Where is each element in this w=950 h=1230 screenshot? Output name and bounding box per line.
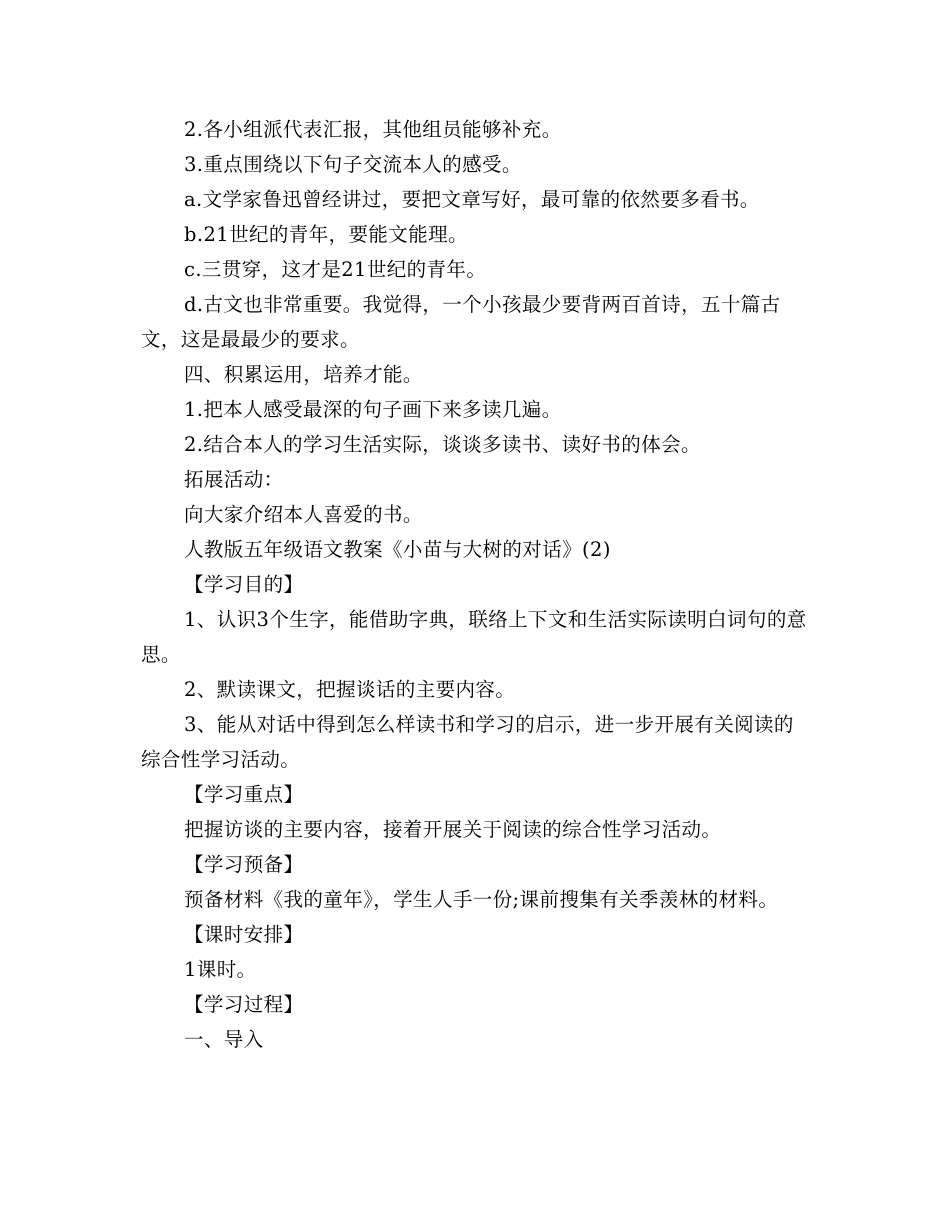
paragraph: b.21世纪的青年，要能文能理。 — [184, 223, 468, 246]
paragraph: d.古文也非常重要。我觉得，一个小孩最少要背两百首诗，五十篇古文，这是最最少的要求。 — [141, 293, 781, 351]
section-heading: 【学习预备】 — [184, 853, 304, 876]
paragraph: 向大家介绍本人喜爱的书。 — [184, 503, 423, 526]
lesson-title: 人教版五年级语文教案《小苗与大树的对话》(2) — [184, 538, 611, 561]
paragraph: 一、导入 — [184, 1028, 264, 1051]
paragraph: 2.结合本人的学习生活实际，谈谈多读书、读好书的体会。 — [184, 433, 701, 456]
paragraph: 2.各小组派代表汇报，其他组员能够补充。 — [184, 118, 562, 141]
section-heading: 四、积累运用，培养才能。 — [184, 363, 423, 386]
paragraph: 拓展活动： — [184, 468, 284, 491]
section-heading: 【课时安排】 — [184, 923, 304, 946]
paragraph: 1课时。 — [184, 958, 257, 981]
paragraph: 3.重点围绕以下句子交流本人的感受。 — [184, 153, 522, 176]
paragraph: 1.把本人感受最深的句子画下来多读几遍。 — [184, 398, 562, 421]
paragraph: c.三贯穿，这才是21世纪的青年。 — [184, 258, 487, 281]
paragraph: 1、认识3个生字，能借助字典，联络上下文和生活实际读明白词句的意思。 — [141, 608, 807, 666]
paragraph: 预备材料《我的童年》，学生人手一份;课前搜集有关季羡林的材料。 — [184, 888, 779, 911]
paragraph: 3、能从对话中得到怎么样读书和学习的启示，进一步开展有关阅读的综合性学习活动。 — [141, 713, 794, 771]
document-body — [141, 112, 813, 1057]
section-heading: 【学习重点】 — [184, 783, 304, 806]
section-heading: 【学习目的】 — [184, 573, 304, 596]
section-heading: 【学习过程】 — [184, 993, 304, 1016]
paragraph: 把握访谈的主要内容，接着开展关于阅读的综合性学习活动。 — [184, 818, 722, 841]
paragraph: a.文学家鲁迅曾经讲过，要把文章写好，最可靠的依然要多看书。 — [184, 188, 760, 211]
paragraph: 2、默读课文，把握谈话的主要内容。 — [184, 678, 516, 701]
